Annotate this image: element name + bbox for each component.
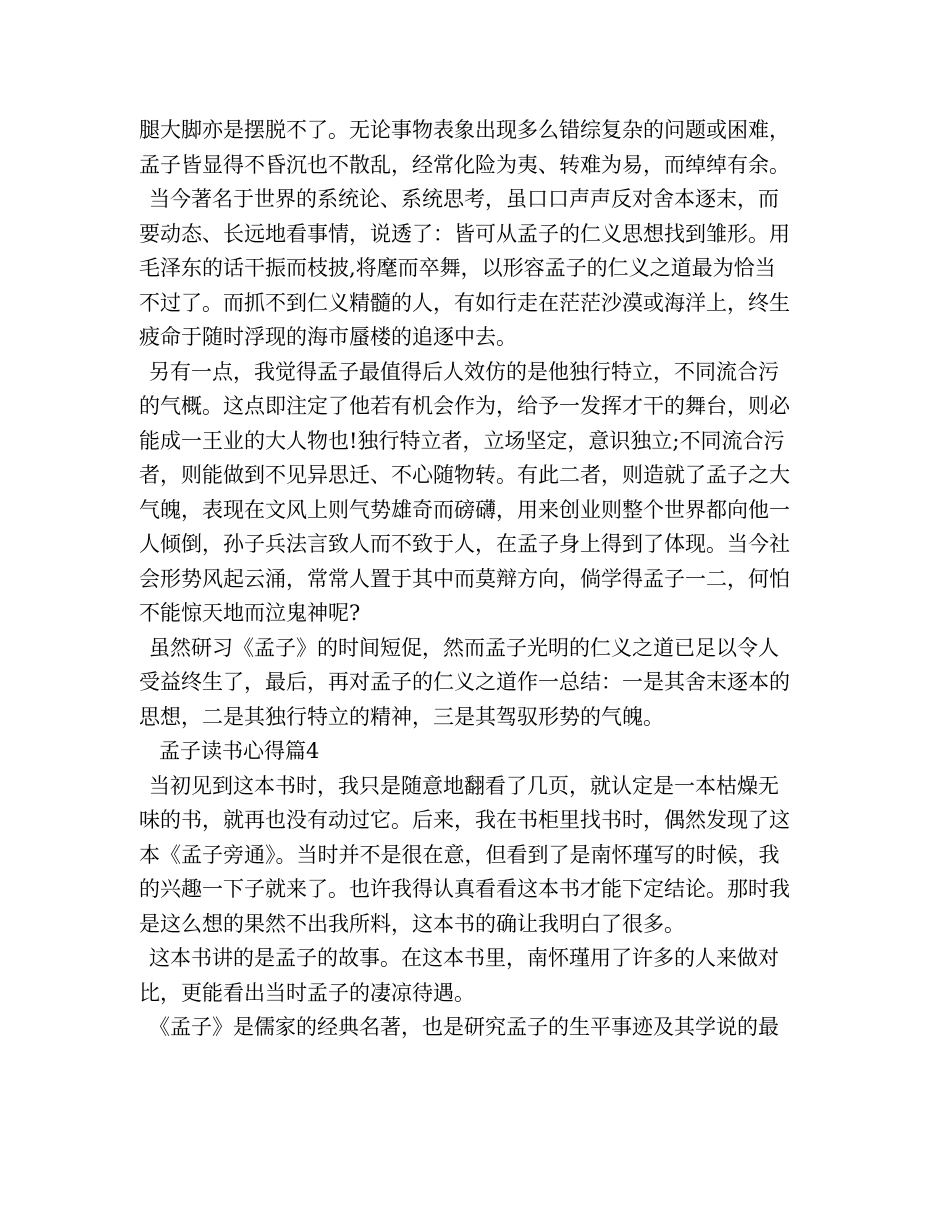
text-line: 的兴趣一下子就来了。也许我得认真看看这本书才能下定结论。那时我 [139,877,790,901]
text-line: 本《孟子旁通》。当时并不是很在意，但看到了是南怀瑾写的时候，我 [139,842,780,867]
text-line: 要动态、长远地看事情，说透了：皆可从孟子的仁义思想找到雏形。用 [139,221,790,246]
text-line: 受益终生了，最后，再对孟子的仁义之道作一总结：一是其舍末逐本的 [139,670,790,694]
text-line: 会形势风起云涌，常常人置于其中而莫辩方向，倘学得孟子一二，何怕 [139,566,790,591]
document-body [139,113,819,1045]
text-line: 腿大脚亦是摆脱不了。无论事物表象出现多么错综复杂的问题或困难， [139,118,790,142]
paragraph-start-line: 另有一点，我觉得孟子最值得后人效仿的是他独行特立，不同流合污 [149,359,779,384]
section-heading: 孟子读书心得篇4 [159,739,320,763]
text-line: 能成一王业的大人物也!独行特立者，立场坚定，意识独立;不同流合污 [139,428,785,453]
text-line: 者，则能做到不见异思迁、不心随物转。有此二者，则造就了孟子之大 [139,463,790,487]
text-line: 气魄，表现在文风上则气势雄奇而磅礴，用来创业则整个世界都向他一 [139,497,790,522]
text-line: 毛泽东的话干振而枝披,将麾而卒舞，以形容孟子的仁义之道最为恰当 [139,256,776,280]
text-line: 是这么想的果然不出我所料，这本书的确让我明白了很多。 [139,911,685,936]
paragraph-start-line: 《孟子》是儒家的经典名著，也是研究孟子的生平事迹及其学说的最 [149,1015,779,1039]
text-line: 比，更能看出当时孟子的凄凉待遇。 [139,980,475,1005]
text-line: 人倾倒，孙子兵法言致人而不致于人，在孟子身上得到了体现。当今社 [139,532,790,556]
text-line: 不过了。而抓不到仁义精髓的人，有如行走在茫茫沙漠或海洋上，终生 [139,290,790,315]
text-line: 不能惊天地而泣鬼神呢? [139,601,361,625]
text-line: 思想，二是其独行特立的精神，三是其驾驭形势的气魄。 [139,704,664,729]
paragraph-start-line: 虽然研习《孟子》的时间短促，然而孟子光明的仁义之道已足以令人 [149,635,779,660]
text-line: 疲命于随时浮现的海市蜃楼的追逐中去。 [139,325,517,349]
text-line: 的气概。这点即注定了他若有机会作为，给予一发挥才干的舞台，则必 [139,394,790,418]
text-line: 孟子皆显得不昏沉也不散乱，经常化险为夷、转难为易，而绰绰有余。 [139,152,790,177]
paragraph-start-line: 当初见到这本书时，我只是随意地翻看了几页，就认定是一本枯燥无 [149,773,779,798]
paragraph-start-line: 这本书讲的是孟子的故事。在这本书里，南怀瑾用了许多的人来做对 [149,946,779,970]
text-line: 味的书，就再也没有动过它。后来，我在书柜里找书时，偶然发现了这 [139,808,790,832]
paragraph-start-line: 当今著名于世界的系统论、系统思考，虽口口声声反对舍本逐末，而 [149,187,779,211]
